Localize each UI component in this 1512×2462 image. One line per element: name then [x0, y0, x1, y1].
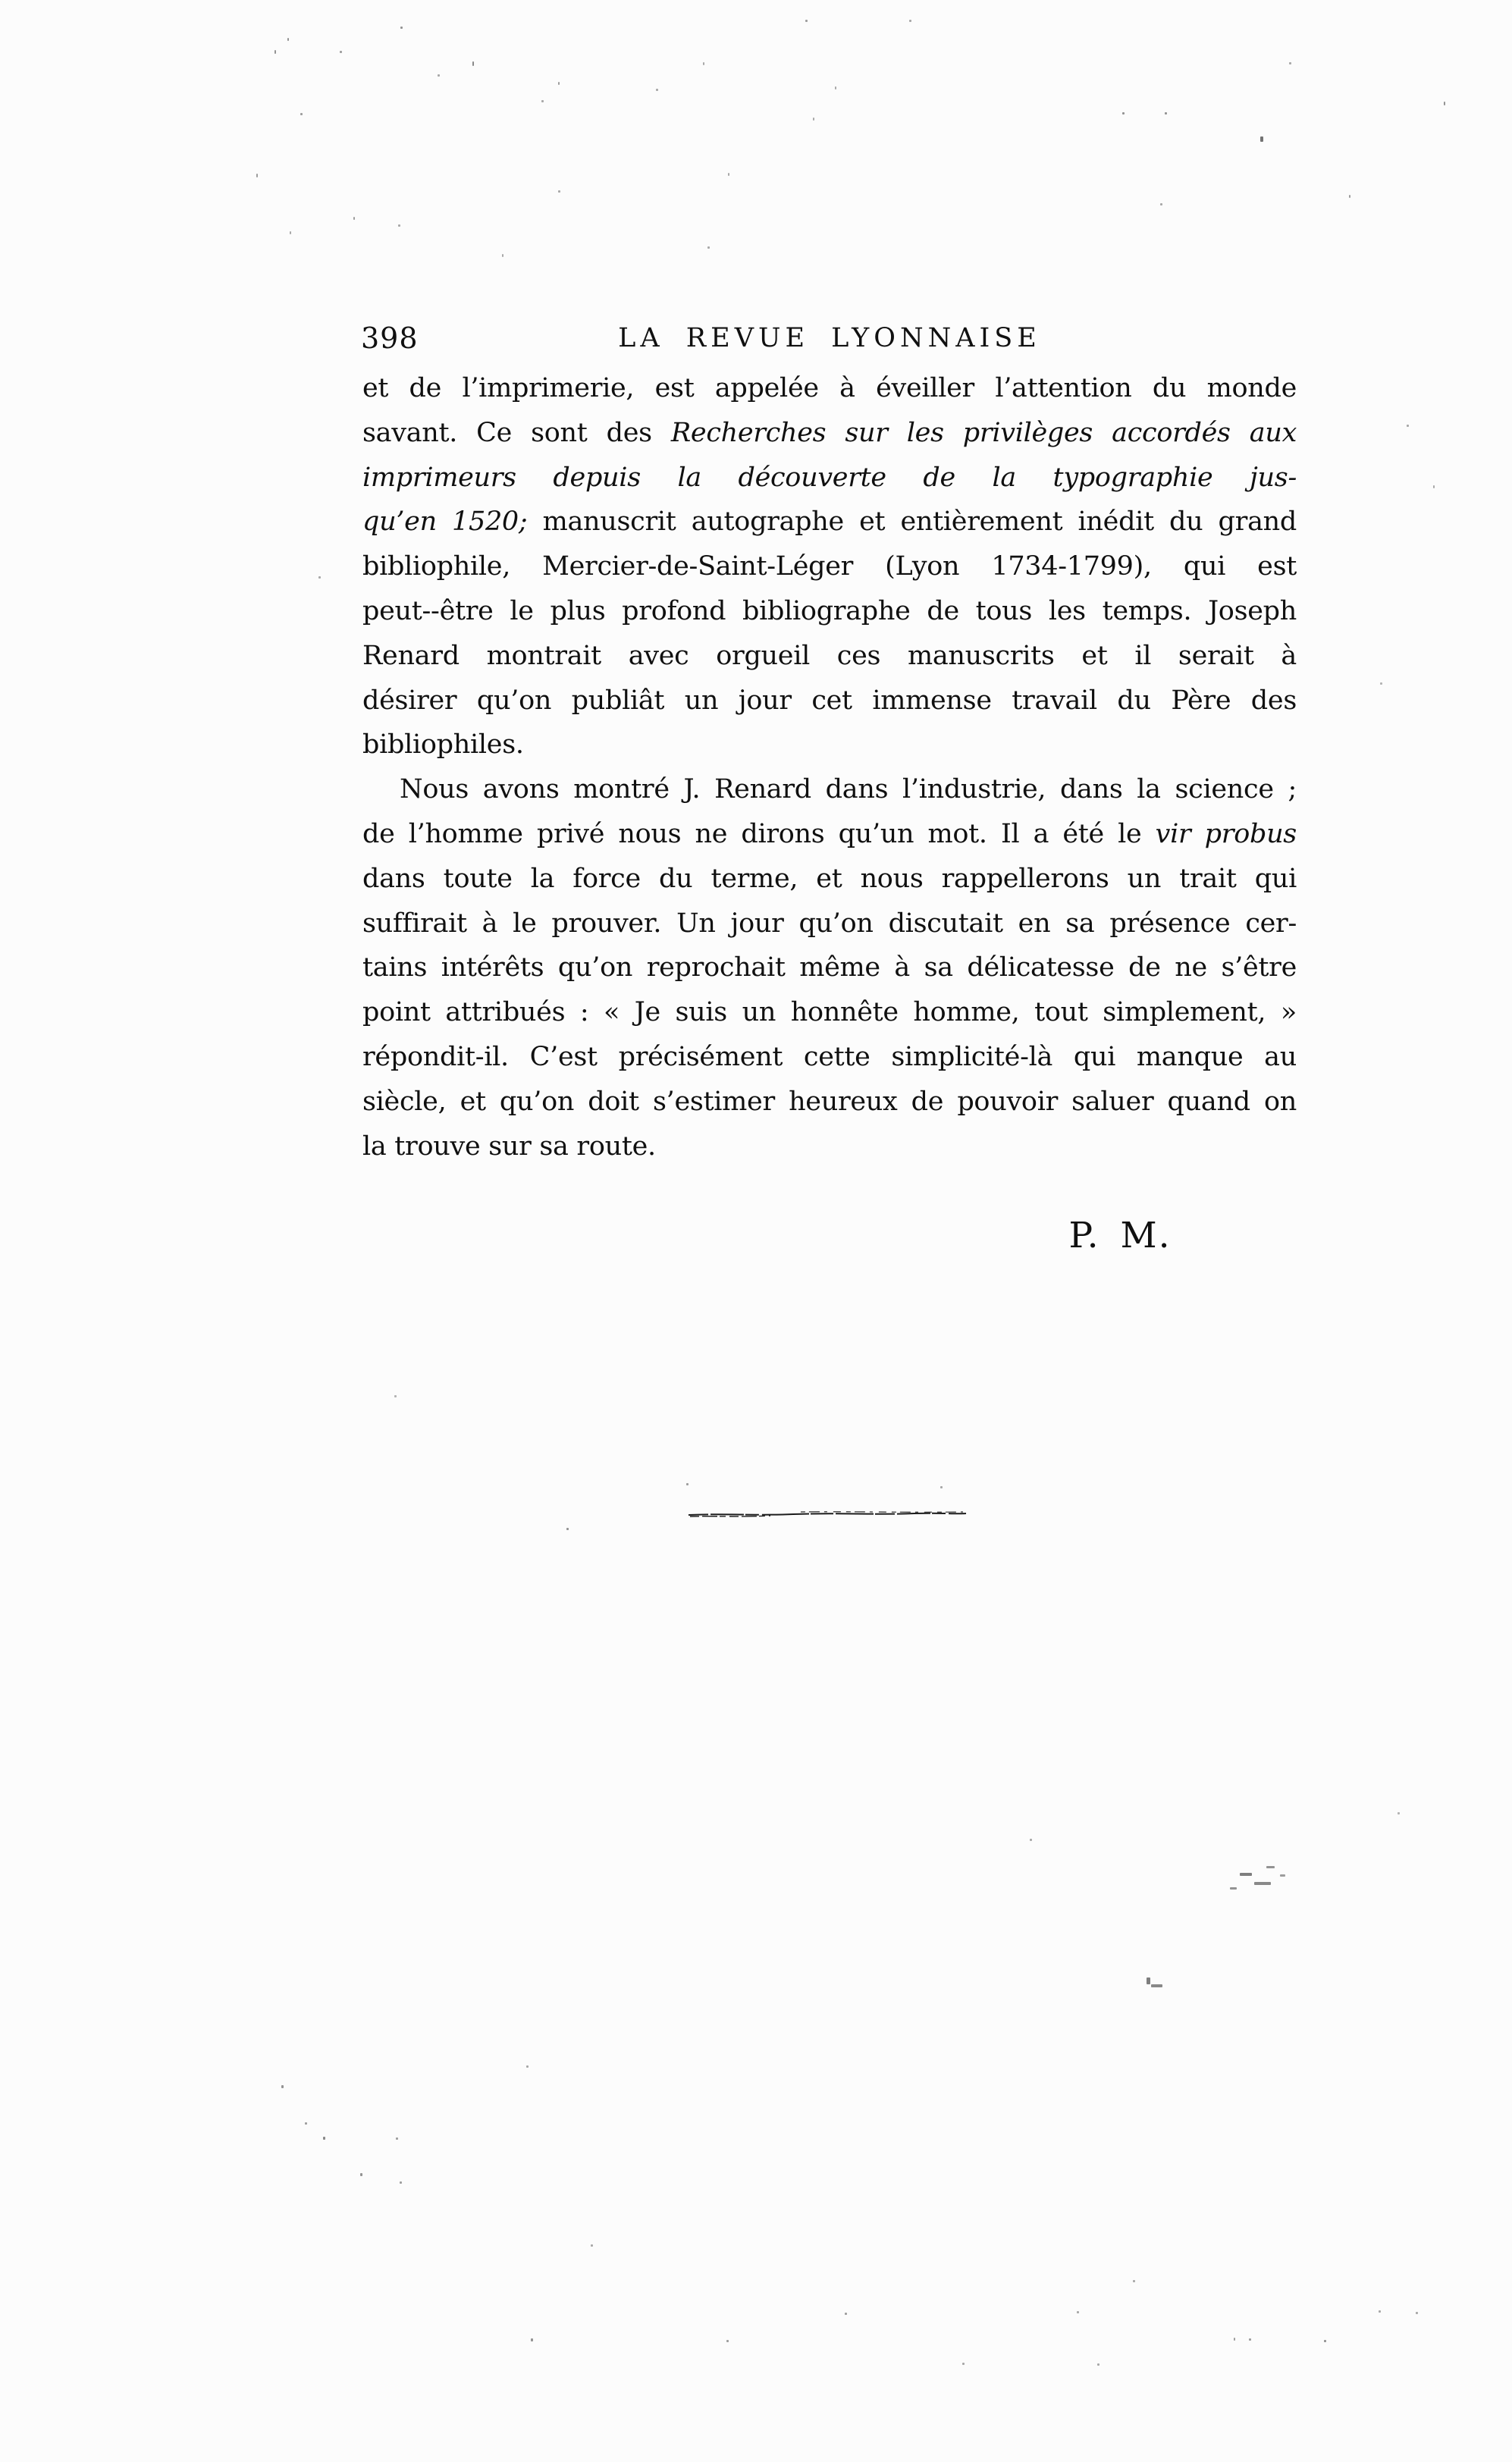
- text-segment: point attribués : « Je suis un honnête homme, tout simplement, »: [362, 997, 1297, 1028]
- text-segment: peut--être le plus profond bibliographe de tous les temps. Joseph: [362, 595, 1297, 626]
- scan-speck: [1077, 2311, 1079, 2313]
- scan-speck: [340, 51, 342, 53]
- scan-speck: [707, 246, 710, 249]
- scan-speck: [290, 231, 291, 234]
- text-segment: manuscrit autographe et entièrement inédit du grand: [542, 507, 1297, 538]
- scan-speck: [728, 173, 729, 176]
- text-line: [362, 456, 1297, 500]
- text-segment: bibliophile, Mercier-de-Saint-Léger (Lyon 1734-1799), qui est: [362, 551, 1297, 582]
- scan-speck: [1249, 2338, 1251, 2341]
- text-line: [362, 366, 1297, 411]
- scan-speck: [1349, 195, 1350, 198]
- scan-speck: [1398, 1812, 1400, 1814]
- scan-speck: [274, 50, 276, 54]
- italic-text-segment: vir probus: [1155, 818, 1297, 849]
- scan-speck: [1379, 2310, 1381, 2313]
- text-line: [362, 723, 1297, 767]
- divider-rule-graphic: [687, 1510, 968, 1519]
- scan-speck: [909, 20, 911, 22]
- scan-speck: [1234, 2338, 1235, 2341]
- scan-speck: [1280, 1874, 1285, 1877]
- scan-speck: [1165, 112, 1167, 114]
- scan-speck: [502, 254, 503, 257]
- text-line: [362, 1035, 1297, 1080]
- scan-speck: [541, 100, 544, 102]
- scan-speck: [1030, 1839, 1032, 1841]
- scan-speck: [1416, 2312, 1418, 2314]
- scan-speck: [300, 113, 303, 115]
- text-line: [362, 634, 1297, 679]
- scan-speck: [281, 2085, 284, 2088]
- scan-speck: [656, 89, 658, 91]
- scan-speck: [962, 2363, 965, 2365]
- text-line: [362, 589, 1297, 634]
- text-line: [362, 1124, 1297, 1169]
- scan-speck: [558, 82, 560, 85]
- text-line: [362, 902, 1297, 946]
- scan-speck: [845, 2313, 847, 2315]
- text-segment: désirer qu’on publiât un jour cet immense travail du Père des: [362, 685, 1297, 716]
- text-segment: siècle, et qu’on doit s’estimer heureux de pouvoir saluer quand on: [362, 1086, 1297, 1117]
- text-line: [362, 990, 1297, 1035]
- scan-speck: [558, 190, 560, 193]
- scan-speck: [256, 174, 258, 177]
- scan-speck: [1289, 62, 1291, 64]
- scan-speck: [805, 20, 808, 22]
- text-segment: suffirait à le prouver. Un jour qu’on discutait en sa présence cer-: [362, 908, 1297, 939]
- scan-speck: [400, 2181, 402, 2184]
- scan-speck: [1380, 682, 1382, 685]
- scan-speck: [813, 118, 814, 121]
- text-line: [362, 1080, 1297, 1124]
- text-line: [362, 500, 1297, 544]
- scan-speck: [1151, 1984, 1162, 1987]
- text-segment: bibliophiles.: [362, 729, 524, 761]
- scan-speck: [940, 1486, 943, 1488]
- scan-speck: [305, 2122, 307, 2125]
- author-initials: P. M.: [1068, 1215, 1172, 1256]
- page-number: 398: [361, 321, 419, 355]
- scan-speck: [396, 2137, 398, 2140]
- scan-speck: [1266, 1866, 1275, 1868]
- italic-text-segment: qu’en 1520;: [362, 507, 543, 538]
- scan-speck: [1260, 136, 1263, 142]
- text-line: [362, 679, 1297, 723]
- scan-speck: [1407, 425, 1409, 427]
- body-text: [362, 366, 1297, 1168]
- text-line: [362, 411, 1297, 456]
- scan-speck: [591, 2244, 593, 2247]
- scan-speck: [287, 38, 289, 41]
- scan-speck: [1230, 1887, 1237, 1890]
- text-segment: dans toute la force du terme, et nous rappellerons un trait qui: [362, 863, 1297, 894]
- scan-speck: [726, 2340, 729, 2342]
- scan-speck: [1160, 203, 1162, 205]
- scan-speck: [1133, 2280, 1135, 2282]
- text-segment: Nous avons montré J. Renard dans l’industrie, dans la science ;: [400, 774, 1297, 805]
- italic-text-segment: Recherches sur les privilèges accordés aux: [670, 417, 1297, 448]
- text-segment: Renard montrait avec orgueil ces manuscrits et il serait à: [362, 640, 1297, 671]
- scan-speck: [1122, 112, 1125, 114]
- running-title: LA REVUE LYONNAISE: [618, 323, 1041, 353]
- text-segment: tains intérêts qu’on reprochait même à sa délicatesse de ne s’être: [362, 952, 1297, 983]
- scan-speck: [1147, 1977, 1150, 1984]
- scan-speck: [703, 62, 704, 65]
- text-line: [362, 544, 1297, 589]
- scan-speck: [398, 224, 400, 227]
- scan-speck: [400, 27, 403, 29]
- scan-speck: [1324, 2340, 1326, 2342]
- scan-speck: [531, 2338, 533, 2341]
- scan-speck: [566, 1528, 569, 1530]
- end-divider-rule: [687, 1507, 968, 1516]
- scan-speck: [686, 1483, 689, 1485]
- scan-speck: [394, 1395, 397, 1397]
- text-segment: répondit-il. C’est précisément cette simplicité-là qui manque au: [362, 1041, 1297, 1072]
- text-segment: la trouve sur sa route.: [362, 1131, 656, 1162]
- scan-speck: [1444, 102, 1445, 105]
- text-line: [362, 767, 1297, 812]
- scan-speck: [526, 2065, 529, 2068]
- scan-speck: [1254, 1882, 1271, 1885]
- text-segment: savant. Ce sont des: [362, 417, 671, 448]
- text-segment: et de l’imprimerie, est appelée à éveiller l’attention du monde: [362, 373, 1297, 403]
- scan-speck: [1433, 485, 1435, 488]
- italic-text-segment: imprimeurs depuis la découverte de la typographie jus-: [362, 462, 1297, 493]
- text-line: [362, 812, 1297, 857]
- scan-speck: [835, 86, 836, 89]
- text-segment: de l’homme privé nous ne dirons qu’un mot. Il a été le: [362, 818, 1156, 849]
- scan-speck: [318, 576, 321, 579]
- text-line: [362, 857, 1297, 902]
- scan-speck: [438, 74, 440, 77]
- scan-speck: [323, 2137, 325, 2140]
- text-line: [362, 946, 1297, 990]
- scan-speck: [360, 2173, 362, 2176]
- scan-speck: [1240, 1873, 1252, 1876]
- scan-speck: [353, 217, 355, 220]
- scan-speck: [1097, 2363, 1099, 2366]
- scan-speck: [472, 61, 474, 66]
